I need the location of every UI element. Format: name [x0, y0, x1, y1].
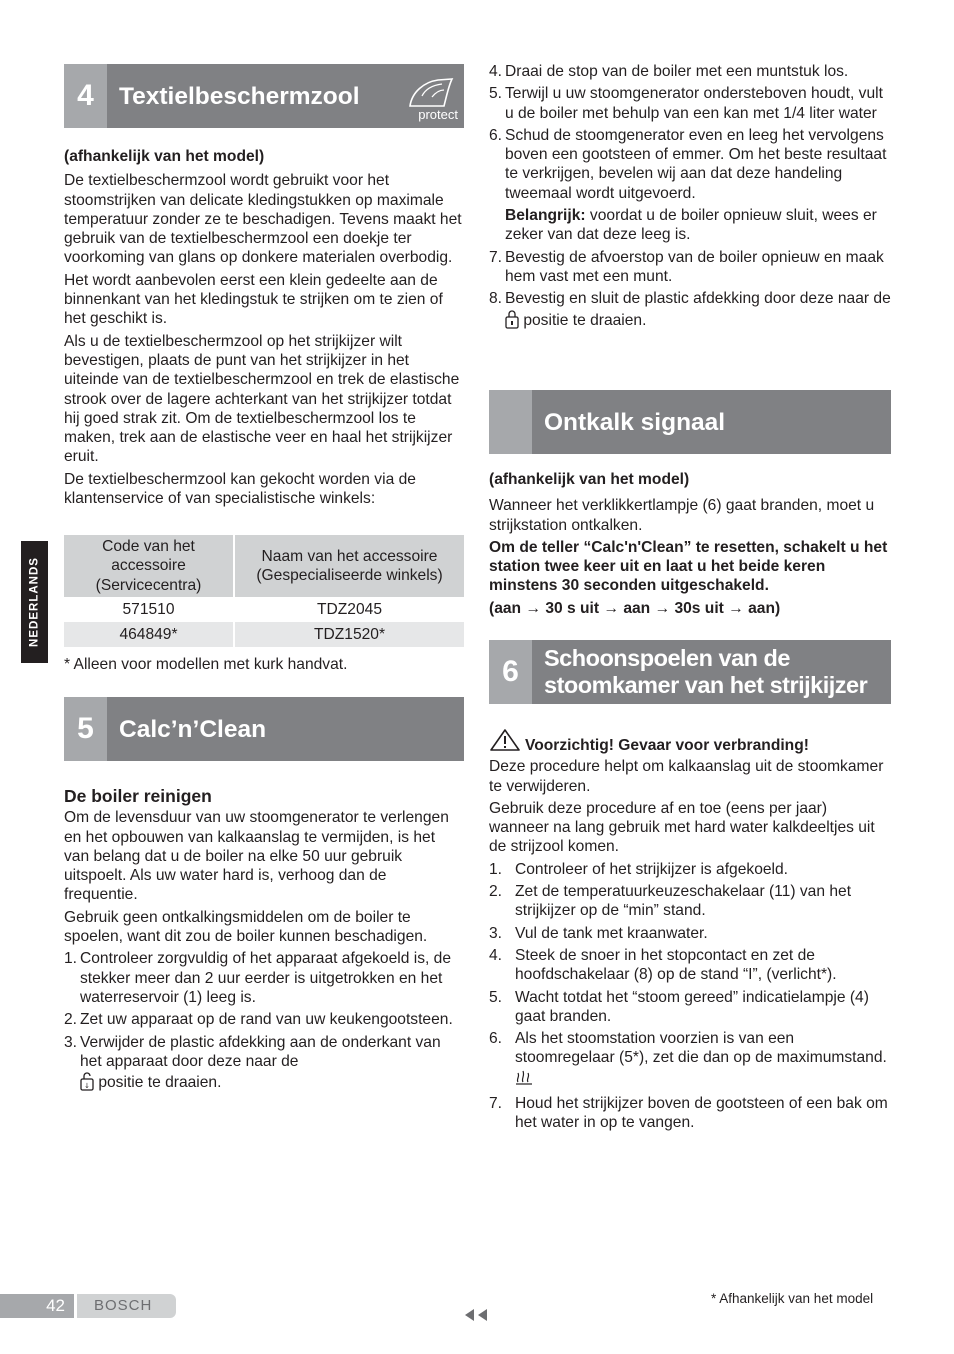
section-4-paragraph-4: De textielbeschermzool kan gekocht worden via de klantenservice of van specialistische winkels:: [64, 470, 416, 508]
accessory-code: 571510: [64, 597, 234, 622]
accessory-table-col-name: Naam van het accessoire (Gespecialiseerde winkels): [234, 535, 464, 597]
unlock-icon: [80, 1071, 94, 1096]
list-item: 1. Controleer of het strijkijzer is afgekoeld.: [489, 860, 789, 878]
important-note: Belangrijk: voordat u de boiler opnieuw sluit, wees er zeker van dat deze leeg is.: [505, 207, 877, 244]
section-4-paragraph-3: Als u de textielbeschermzool op het strijkijzer wilt bevestigen, plaats de punt van het strijkijzer in het uiteinde van de textielbeschermzool en trek de elastische strook over de lagere achterkant van het strijkijzer totdat hij goed strak zit. Om de textielbeschermzool los te maken, trek aan de elastische veer en haal het strijkijzer eruit.: [64, 332, 460, 466]
iron-protect-icon: [402, 70, 460, 124]
accessory-name: TDZ1520*: [234, 622, 464, 647]
warning-line: [489, 728, 891, 757]
signal-title: Ontkalk signaal: [544, 408, 726, 436]
section-6-title-line-2: stoomkamer van het strijkijzer: [544, 672, 868, 698]
accessory-table-col-code: Code van het accessoire (Servicecentra): [64, 535, 234, 597]
list-item: 8. Bevestig en sluit de plastic afdekking door deze naar de positie te draaien.: [489, 289, 891, 334]
section-5-body: [64, 787, 464, 1096]
list-item: 2. Zet uw apparaat op de rand van uw keukengootsteen.: [64, 1011, 453, 1029]
section-6-number: 6: [489, 640, 532, 704]
section-4-footnote: * Alleen voor modellen met kurk handvat.: [64, 656, 348, 673]
section-5-title: Calc’n’Clean: [119, 715, 267, 743]
steam-icon: [515, 1068, 533, 1091]
language-tab: [21, 541, 48, 663]
section-6-paragraph-2: Gebruik deze procedure af en toe (eens per jaar) wanneer na lang gebruik met hard water kalkdeeltjes uit de strijzool komen.: [489, 799, 875, 856]
protect-label: protect: [418, 107, 458, 122]
list-item: 6. Als het stoomstation voorzien is van een stoomregelaar (5*), zet die dan op de maximumstand.: [489, 1029, 891, 1091]
brand-label: BOSCH: [77, 1294, 176, 1318]
section-4-body: [64, 147, 464, 508]
list-item: 7. Bevestig de afvoerstop van de boiler opnieuw en maak hem vast met een munt.: [489, 248, 884, 285]
list-item: 4. Draai de stop van de boiler met een muntstuk los.: [489, 63, 849, 80]
list-item: 1. Controleer zorgvuldig of het apparaat afgekoeld is, de stekker meer dan 2 uur eerder is uitgetrokken en het waterreservoir (1) leeg is.: [64, 950, 452, 1006]
accessory-table: [64, 535, 464, 647]
section-6-header: [489, 640, 891, 704]
lock-icon: [505, 309, 519, 334]
signal-model-note: (afhankelijk van het model): [489, 471, 690, 488]
section-5-paragraph-1: Om de levensduur van uw stoomgenerator te verlengen en het opbouwen van kalkaanslag te vermijden, is het van belang dat u de boiler na elke 50 uur gebruik uitspoelt. Als uw water hard is, verhoog dan de frequentie.: [64, 809, 449, 904]
table-row: [64, 597, 464, 622]
boiler-steps-part-1: [64, 949, 464, 1096]
list-item: 7. Houd het strijkijzer boven de gootsteen of een bak om het water in op te vangen.: [489, 1095, 888, 1132]
signal-header-block: [489, 390, 532, 454]
footer-note: * Afhankelijk van het model: [711, 1291, 874, 1306]
section-5-paragraph-2: Gebruik geen ontkalkingsmiddelen om de boiler te spoelen, want dit zou de boiler kunnen beschadigen.: [64, 908, 428, 946]
section-4-model-note: (afhankelijk van het model): [64, 148, 265, 165]
back-arrows-icon[interactable]: [463, 1308, 489, 1327]
section-5-header: [64, 697, 464, 761]
language-tab-label: NEDERLANDS: [27, 557, 40, 647]
section-4-title: Textielbeschermzool: [119, 82, 360, 110]
signal-header: [489, 390, 891, 454]
section-5-number: 5: [64, 697, 107, 761]
section-4-header: [64, 64, 464, 128]
list-item: 5. Terwijl u uw stoomgenerator ondersteboven houdt, vult u de boiler met behulp van een kan met 1/4 liter water: [489, 85, 883, 122]
section-6-paragraph-1: Deze procedure helpt om kalkaanslag uit de stoomkamer te verwijderen.: [489, 758, 884, 795]
signal-paragraph-3: (aan → 30 s uit → aan → 30s uit → aan): [489, 599, 781, 617]
signal-paragraph-1: Wanneer het verklikkertlampje (6) gaat branden, moet u strijkstation ontkalken.: [489, 497, 875, 534]
signal-body: [489, 470, 891, 618]
list-item: 3. Vul de tank met kraanwater.: [489, 924, 708, 942]
list-item: 4. Steek de snoer in het stopcontact en zet de hoofdschakelaar (8) op de stand “I”, (verlicht*).: [489, 946, 837, 984]
list-item: 3. Verwijder de plastic afdekking aan de onderkant van het apparaat door deze naar de ↓ positie te draaien.: [64, 1033, 464, 1097]
accessory-table-header: [64, 535, 464, 597]
page-number: 42: [0, 1294, 74, 1318]
boiler-steps-part-2: [489, 62, 891, 334]
signal-paragraph-2: Om de teller “Calc'n'Clean” te resetten, schakelt u het station twee keer uit en laat u het beide keren minstens 30 seconden uitgeschakeld.: [489, 538, 888, 595]
table-row: [64, 622, 464, 647]
accessory-name: TDZ2045: [316, 600, 382, 618]
accessory-code: 464849*: [64, 622, 234, 647]
rinse-steps: [489, 860, 891, 1133]
section-6-title: [544, 640, 867, 704]
section-4-paragraph-1: De textielbeschermzool wordt gebruikt voor het stoomstrijken van delicate kledingstukken op maximale temperatuur zonder ze te beschadigen. Tevens maakt het gebruik van de textielbeschermzool een doekje ter voorkoming van glans op donkere materialen overbodig.: [64, 172, 462, 267]
svg-text:↓: ↓: [84, 1082, 90, 1091]
section-5-subtitle: De boiler reinigen: [64, 786, 212, 806]
section-4-paragraph-2: Het wordt aanbevolen eerst een klein gedeelte aan de binnenkant van het kledingstuk te strijken om te zien of het geschikt is.: [64, 271, 443, 328]
section-4-number: 4: [64, 64, 107, 128]
list-item: 5. Wacht totdat het “stoom gereed” indicatielampje (4) gaat branden.: [489, 988, 869, 1025]
warning-text: Voorzichtig! Gevaar voor verbranding!: [525, 737, 809, 754]
section-6-body: [489, 728, 891, 1133]
list-item: 6. Schud de stoomgenerator even en leeg het vervolgens boven een gootsteen of emmer. Om het beste resultaat te verkrijgen, bevelen wij aan dat deze handeling tweemaal wordt uitgevoerd. Belangrijk: voordat u de boiler opnieuw sluit, wees er zeker van dat deze leeg is.: [489, 126, 891, 245]
list-item: 2. Zet de temperatuurkeuzeschakelaar (11) van het strijkijzer op de “min” stand.: [489, 883, 852, 920]
warning-icon: [489, 728, 521, 757]
section-6-title-line-1: Schoonspoelen van de: [544, 645, 790, 671]
